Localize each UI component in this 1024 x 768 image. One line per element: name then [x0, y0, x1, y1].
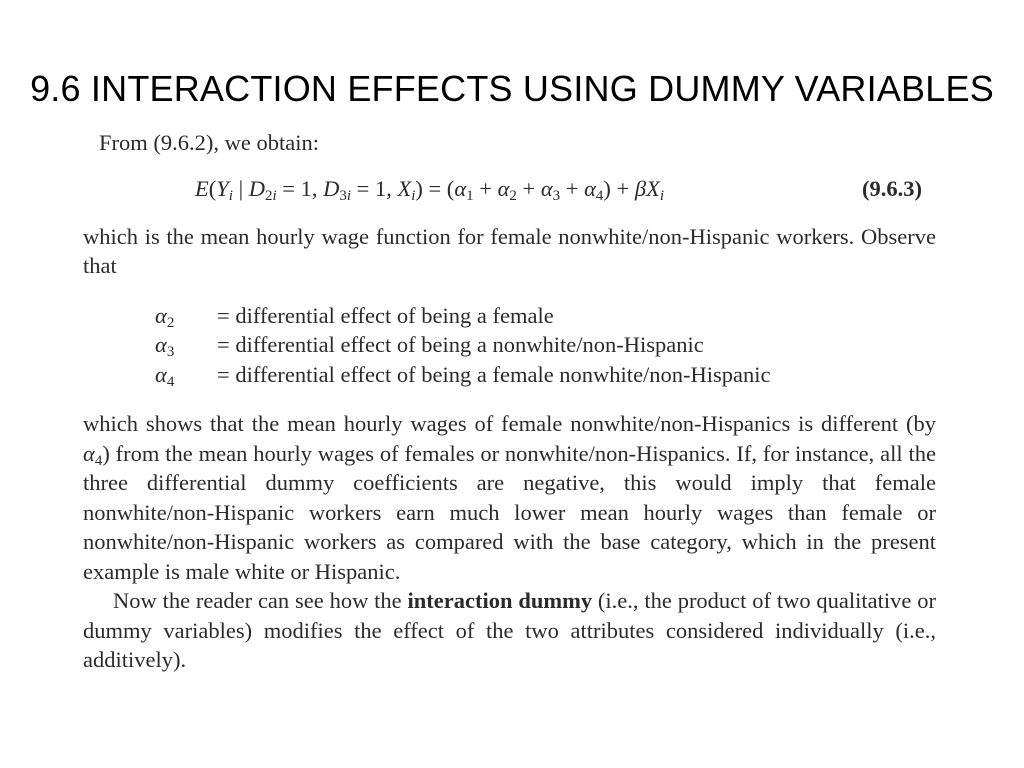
definition-text: = differential effect of being a nonwhite/non-Hispanic: [217, 332, 704, 357]
interaction-dummy-term: interaction dummy: [407, 588, 593, 613]
definition-text: = differential effect of being a female nonwhite/non-Hispanic: [217, 361, 771, 387]
equation-9-6-3: [83, 174, 936, 210]
definition-row: [155, 301, 936, 331]
document-body: [83, 128, 936, 675]
definition-symbol: $\alpha_2$: [155, 302, 175, 331]
equation-number: (9.6.3): [862, 175, 922, 201]
definition-row: [155, 330, 936, 360]
intro-text: From (9.6.2), we obtain:: [99, 130, 319, 155]
slide-title: 9.6 INTERACTION EFFECTS USING DUMMY VARIABLES: [30, 68, 994, 109]
definition-list: [155, 301, 936, 390]
paragraph-1: which is the mean hourly wage function for female nonwhite/non-Hispanic workers. Observe that: [83, 223, 936, 278]
paragraph-3: Now the reader can see how the interaction dummy (i.e., the product of two qualitative or dummy variables) modifies the effect of the two attributes considered individually (i.e., additively).: [83, 588, 936, 672]
definition-symbol: $\alpha_3$: [155, 332, 175, 360]
definition-text: = differential effect of being a female: [217, 302, 554, 328]
definition-row: [155, 360, 936, 390]
definition-symbol: $\alpha_4$: [155, 361, 175, 390]
equation-expression: $E(Y_i$ | $D_{2i} = 1$, $D_{3i} = 1$, $X_i) = (\alpha_1 + \alpha_2 + \alpha_3 + \alpha_4) + \beta X_i$: [195, 175, 664, 204]
paragraph-2: which shows that the mean hourly wages of female nonwhite/non-Hispanics is different (by $\alpha_4$) from the mean hourly wages of females or nonwhite/non-Hispanics. If, for instance, all the three differential dummy coefficients are negative, this would imply that female nonwhite/non-Hispanic workers earn much lower mean hourly wages than female or nonwhite/non-Hispanic workers as compared with the base category, which in the present example is male white or Hispanic.: [83, 411, 936, 584]
